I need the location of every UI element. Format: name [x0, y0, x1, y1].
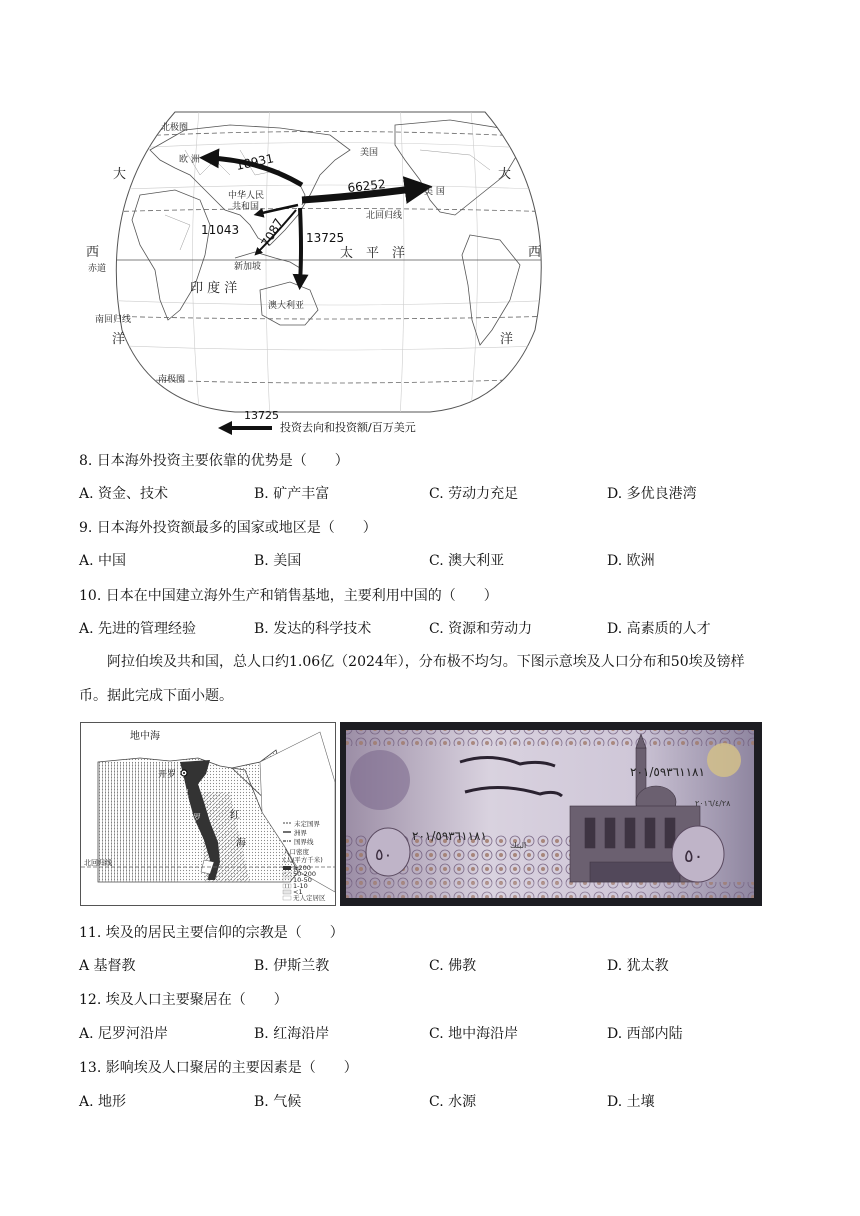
q8-option-a[interactable]: A. 资金、技术 — [79, 486, 169, 502]
label-north-tropic: 北回归线 — [366, 211, 403, 221]
q11-option-c[interactable]: C. 佛教 — [429, 958, 477, 974]
label-singapore: 新加坡 — [234, 262, 262, 272]
value-singapore: 7087 — [258, 216, 286, 250]
q9-option-a[interactable]: A. 中国 — [79, 553, 127, 569]
q8-option-d[interactable]: D. 多优良港湾 — [607, 486, 697, 502]
label-nile-a: 尼 — [181, 789, 189, 798]
value-china: 11043 — [201, 223, 240, 237]
label-red: 红 — [230, 810, 240, 821]
label-usa-top: 美国 — [360, 148, 379, 158]
q11-option-d[interactable]: D. 犹太教 — [607, 958, 669, 974]
q10-option-a[interactable]: A. 先进的管理经验 — [79, 621, 197, 637]
legend-value: 13725 — [244, 409, 279, 422]
banknote-denomination-left: ٥٠ — [375, 845, 393, 864]
q8-option-b[interactable]: B. 矿产丰富 — [254, 486, 330, 502]
svg-text:无人定居区: 无人定居区 — [293, 894, 326, 902]
question-13: 13. 影响埃及人口聚居的主要因素是（ ） — [79, 1060, 358, 1076]
banknote-serial-bottom: ٢٠١/٥٩٣٦١١٨١ — [412, 829, 487, 843]
banknote-denomination-right: ٥٠ — [684, 846, 704, 867]
label-da-right: 大 — [498, 167, 512, 182]
label-china-line2: 共和国 — [232, 202, 260, 212]
egypt-50-pound-banknote — [340, 722, 762, 906]
q12-option-d[interactable]: D. 西部内陆 — [607, 1026, 683, 1042]
q12-option-b[interactable]: B. 红海沿岸 — [254, 1026, 330, 1042]
q10-option-b[interactable]: B. 发达的科学技术 — [254, 621, 372, 637]
value-europe: 18931 — [234, 151, 275, 173]
svg-text:≥200: ≥200 — [293, 864, 311, 872]
q13-option-b[interactable]: B. 气候 — [254, 1094, 302, 1110]
label-usa: 美 国 — [424, 187, 445, 197]
label-south-pole: 南极圈 — [158, 375, 186, 385]
question-12: 12. 埃及人口主要聚居在（ ） — [79, 992, 288, 1008]
q10-option-d[interactable]: D. 高素质的人才 — [607, 621, 711, 637]
label-nile-b: 罗 — [193, 813, 201, 822]
question-8: 8. 日本海外投资主要依靠的优势是（ ） — [79, 453, 349, 469]
svg-text:1-10: 1-10 — [293, 882, 308, 890]
label-south-tropic: 南回归线 — [95, 315, 132, 325]
svg-text:国界线: 国界线 — [294, 838, 314, 846]
q13-option-d[interactable]: D. 土壤 — [607, 1094, 655, 1110]
label-yang-left: 洋 — [112, 332, 126, 347]
label-xi-left: 西 — [86, 245, 100, 260]
q12-option-a[interactable]: A. 尼罗河沿岸 — [79, 1026, 169, 1042]
banknote-serial-top: ٢٠١/٥٩٣٦١١٨١ — [630, 765, 705, 779]
label-china-line1: 中华人民 — [228, 191, 265, 201]
q9-option-b[interactable]: B. 美国 — [254, 553, 302, 569]
question-10: 10. 日本在中国建立海外生产和销售基地，主要利用中国的（ ） — [79, 588, 498, 604]
svg-text:人口密度: 人口密度 — [283, 848, 309, 856]
banknote-bank-word: البنك — [510, 841, 527, 850]
passage-egypt: 阿拉伯埃及共和国，总人口约1.06亿（2024年），分布极不均匀。下图示意埃及人口分布和50埃及镑样币。据此完成下面小题。 — [79, 654, 745, 704]
label-pacific: 太 平 洋 — [340, 246, 406, 261]
q13-option-c[interactable]: C. 水源 — [429, 1094, 477, 1110]
map-legend — [218, 409, 416, 435]
legend-text: 投资去向和投资额/百万美元 — [280, 421, 416, 434]
svg-text:10-50: 10-50 — [293, 876, 312, 884]
question-11: 11. 埃及的居民主要信仰的宗教是（ ） — [79, 925, 344, 941]
label-da-left: 大 — [113, 167, 127, 182]
label-xi-right: 西 — [528, 245, 542, 260]
q8-option-c[interactable]: C. 劳动力充足 — [429, 486, 519, 502]
q11-option-b[interactable]: B. 伊斯兰教 — [254, 958, 330, 974]
label-sea: 海 — [236, 838, 246, 849]
label-australia: 澳大利亚 — [268, 301, 305, 311]
q13-option-a[interactable]: A. 地形 — [79, 1094, 127, 1110]
world-investment-map — [0, 0, 860, 440]
label-indian-ocean: 印 度 洋 — [190, 281, 238, 296]
q9-option-d[interactable]: D. 欧洲 — [607, 553, 655, 569]
label-europe: 欧 洲 — [179, 155, 200, 165]
label-yang-right: 洋 — [500, 332, 514, 347]
label-north-pole: 北极圈 — [161, 123, 189, 133]
label-equator: 赤道 — [88, 264, 107, 274]
q9-option-c[interactable]: C. 澳大利亚 — [429, 553, 505, 569]
banknote-date: ٢٠١٦/٤/٢٨ — [695, 799, 731, 808]
q11-option-a[interactable]: A 基督教 — [79, 958, 136, 974]
svg-text:(人/平方千米): (人/平方千米) — [283, 856, 323, 864]
label-mediterranean: 地中海 — [130, 731, 160, 742]
egypt-population-map — [80, 722, 336, 906]
svg-text:<1: <1 — [293, 888, 303, 896]
label-cairo: 开罗 — [158, 770, 177, 780]
arrow-to-australia — [300, 208, 301, 283]
value-usa: 66252 — [346, 177, 387, 195]
svg-text:50-200: 50-200 — [293, 870, 317, 878]
question-9: 9. 日本海外投资额最多的国家或地区是（ ） — [79, 520, 377, 536]
svg-text:洲界: 洲界 — [294, 829, 307, 837]
value-australia: 13725 — [306, 231, 345, 245]
svg-text:未定国界: 未定国界 — [294, 820, 320, 828]
q10-option-c[interactable]: C. 资源和劳动力 — [429, 621, 533, 637]
q12-option-c[interactable]: C. 地中海沿岸 — [429, 1026, 519, 1042]
label-tropic: 北回归线 — [84, 859, 112, 867]
